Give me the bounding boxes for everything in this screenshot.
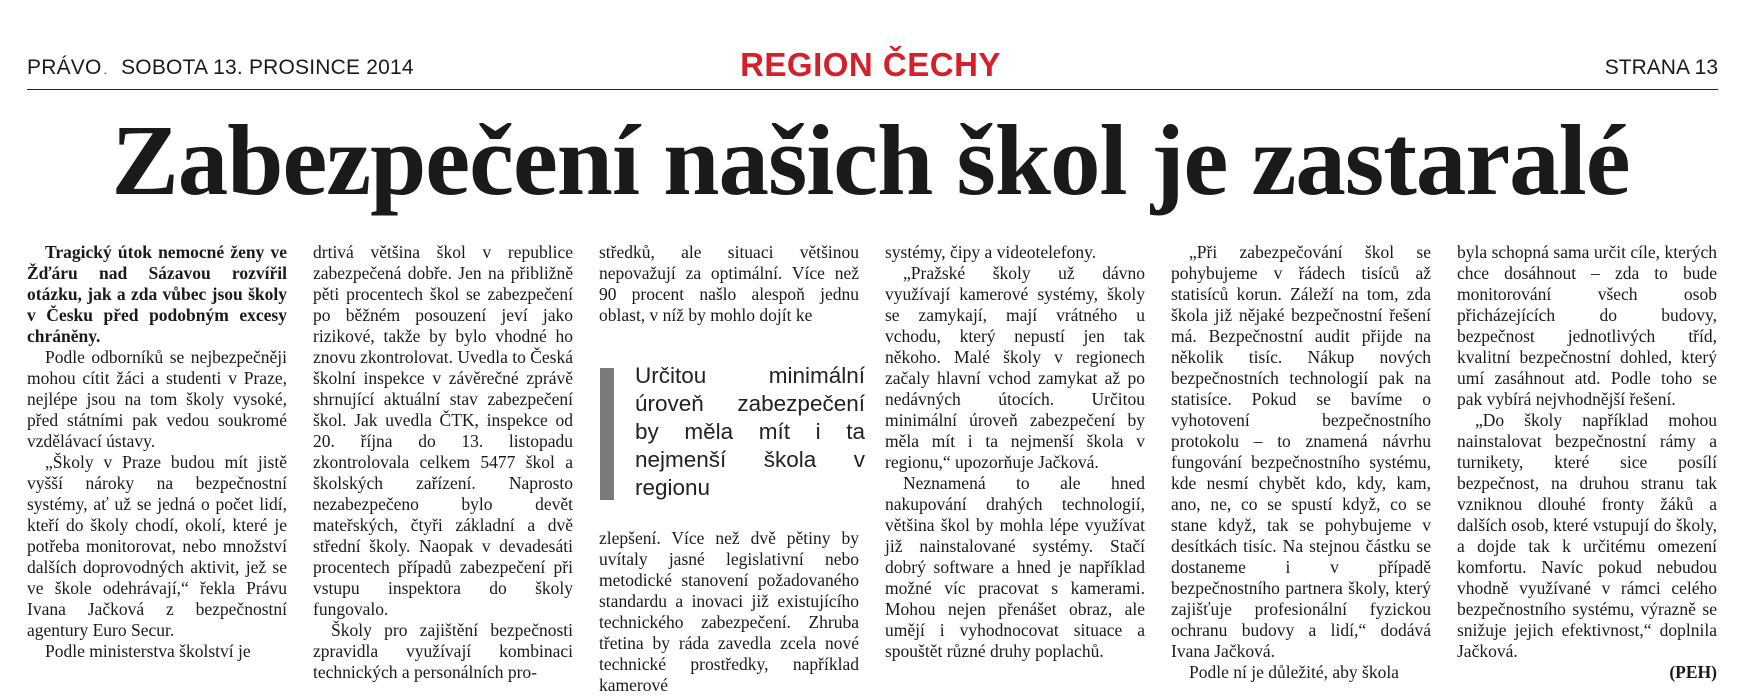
article-column-4 [885,242,1145,682]
paragraph: „Do školy například mohou nainstalovat bezpečnostní rámy a turnikety, které sice posílí bezpečnost, na druhou stranu tak vzniknou dlouhé fronty žáků a dalších osob, které vstupují do školy, a dojde tak k určitému omezení komfortu. Navíc pokud nebudou vhodně využívané v rámci celého bezpečnostního systému, výrazně se snižuje jejich efektivnost,“ doplnila Jačková. [1457,410,1717,661]
header-divider [27,89,1718,90]
paragraph: Neznamená to ale hned nakupování drahých technologií, většina škol by mohla lépe využívat již nainstalované systémy. Stačí dobrý software a hned je například možné víc pracovat s kamerami. Mohou nejen přenášet obraz, ale umějí i vyhodnocovat situace a spouštět různé druhy poplachů. [885,473,1145,661]
paragraph: systémy, čipy a videotelefony. [885,242,1097,262]
author-signature: (PEH) [1669,662,1717,682]
article-lead: Tragický útok nemocné ženy ve Žďáru nad Sázavou rozvířil otázku, jak a zda vůbec jsou školy v Česku před podobným excesy chráněny. [27,242,287,346]
pull-quote-text: Určitou minimální úroveň zabezpečení by měla mít i ta nejmenší škola v regionu [635,363,865,500]
article-headline: Zabezpečení našich škol je zastaralé [111,104,1630,216]
section-title: REGION ČECHY [740,46,1001,83]
paragraph: středků, ale situaci většinou nepovažují za optimální. Více než 90 procent našlo alespoň jednu oblast, v níž by mohlo dojít ke [599,242,859,325]
paragraph: „Školy v Praze budou mít jistě vyšší nároky na bezpečnostní systémy, ať už se jedná o počet lidí, kteří do školy chodí, okolí, které je potřeba monitorovat, nebo množství dalších doprovodných aktivit, jež se ve škole odehrávají,“ řekla Právu Ivana Jačková z bezpečnostní agentury Euro Secur. [27,452,287,640]
page-number: STRANA 13 [1604,56,1718,79]
paragraph: „Pražské školy už dávno využívají kamerové systémy, školy se zamykají, mají vrátného u vchodu, který nepustí jen tak někoho. Malé školy v regionech začaly hlavní vchod zamykat až po nedávných útocích. Určitou minimální úroveň zabezpečení by měla mít i ta nejmenší škola v regionu,“ upozorňuje Jačková. [885,263,1145,472]
paragraph: Školy pro zajištění bezpečnosti zpravidla využívají kombinaci technických a personálních pro- [313,620,573,682]
paragraph: drtivá většina škol v republice zabezpečená dobře. Jen na přibližně pěti procentech škol se zabezpečení po běžném posouzení jeví jako rizikové, takže by bylo vhodné ho znovu zkontrolovat. Uvedla to Česká školní inspekce v závěrečné zprávě shrnující aktuální stav zabezpečení škol. Jak uvedla ČTK, inspekce od 20. října do 13. listopadu zkontrolovala celkem 5477 škol a školských zařízení. Naprosto nezabezpečeno bylo devět mateřských, čtyři základní a dvě střední školy. Naopak v devadesáti procentech případů zabezpečení při vstupu inspektora do školy fungovalo. [313,242,574,619]
paragraph: byla schopná sama určit cíle, kterých chce dosáhnout – zda to bude monitorování všech osob přicházejících do budovy, bezpečnost jednotlivých tříd, kvalitní bezpečnostní dohled, který umí zasáhnout atd. Podle toho se pak vybírá nejvhodnější řešení. [1457,242,1717,409]
article-column-2 [313,242,573,682]
article-column-1 [27,242,287,682]
article-column-3 [599,242,865,695]
article-column-5 [1171,242,1431,682]
publication-name: PRÁVO [27,56,102,79]
paragraph: zlepšení. Více než dvě pětiny by uvítaly jasné legislativní nebo metodické stanovení požadovaného standardu a inovaci již existujícího technického zabezpečení. Zhruba třetina by ráda zavedla zcela nové technické prostředky, například kamerové [599,528,859,695]
paragraph: „Při zabezpečování škol se pohybujeme v řádech tisíců až statisíců korun. Záleží na tom, zda škola již nějaké bezpečnostní řešení má. Bezpečnostní audit přijde na několik tisíc. Nákup nových bezpečnostních technologií pak na statisíce. Pokud se bavíme o vyhotovení bezpečnostního protokolu – to znamená návrhu fungování bezpečnostního systému, kde nesmí chybět kdo, kdy, kam, ano, ne, co se spustí když, co se stane když, tak se pohybujeme v desítkách tisíc. Na stejnou částku se dostaneme i v případě bezpečnostního partnera školy, který zajišťuje profesionální fyzickou ochranu budovy a lidí,“ dodává Ivana Jačková. [1171,242,1431,661]
paragraph: Podle ministerstva školství je [45,641,251,661]
paragraph: Podle odborníků se nejbezpečněji mohou cítit žáci a studenti v Praze, nejlépe jsou na tom školy vysoké, před státními pak vedou soukromé vzdělávací ústavy. [27,347,287,451]
article-column-6 [1457,242,1717,682]
paragraph: Podle ní je důležité, aby škola [1189,662,1399,682]
pull-quote [599,362,865,502]
pull-quote-bar [600,368,614,500]
issue-date: SOBOTA 13. PROSINCE 2014 [121,56,414,79]
masthead-separator: . [103,63,108,77]
